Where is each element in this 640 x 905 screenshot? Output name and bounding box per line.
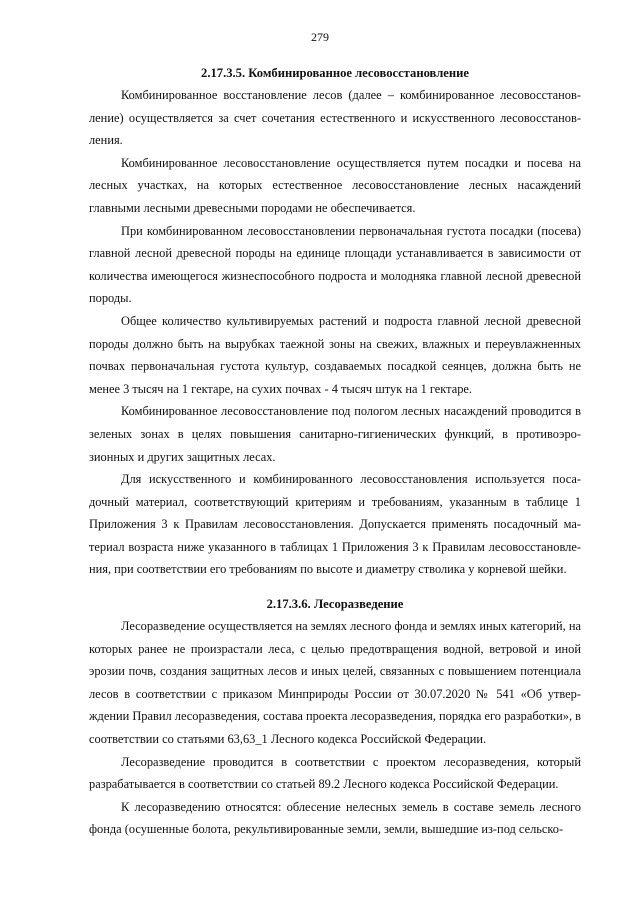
paragraph: Для искусственного и комбинированного лесовосстановления используется посадочный материал, соответствующий критериям и требованиям, указанным в таблице 1 Приложения 3 к Правилам лесовосстановления. Допускается применять посадочный материал возраста ниже указанного в таблицах 1 Приложения 3 к Правилам лесовосстановления, при соответствии его требованиям по высоте и диаметру стволика у корневой шейки. bbox=[89, 472, 581, 577]
section-combined-reforestation bbox=[89, 62, 581, 581]
paragraph: Общее количество культивируемых растений и подроста главной лесной древесной породы должно быть на вырубках таежной зоны на свежих, влажных и переувлажненных почвах первоначальная густота культур, создаваемых посадкой сеянцев, должна быть не менее 3 тысяч на 1 гектаре, на сухих почвах - 4 тысяч штук на 1 гектаре. bbox=[89, 313, 581, 396]
section-heading: 2.17.3.6. Лесоразведение bbox=[266, 597, 404, 612]
paragraph: Комбинированное лесовосстановление под пологом лесных насаждений проводится в зеленых зонах в целях повышения санитарно-гигиенических функций, в противоэрозионных и других защитных лесах. bbox=[89, 404, 581, 464]
paragraph: При комбинированном лесовосстановлении первоначальная густота посадки (посева) главной лесной древесной породы на единице площади устанавливается в зависимости от количества имеющегося жизнеспособного подроста и молодняка главной лесной древесной породы. bbox=[89, 223, 581, 306]
paragraph: Лесоразведение осуществляется на землях лесного фонда и землях иных категорий, на которых ранее не произрастали леса, с целью предотвращения водной, ветровой и иной эрозии почв, создания защитных лесов и иных целей, связанных с повышением потенциала лесов в соответствии с приказом Минприроды России от 30.07.2020 № 541 «Об утверждении Правил лесоразведения, состава проекта лесоразведения, порядка его разработки», в соответствии со статьями 63,63_1 Лесного кодекса Российской Федерации. bbox=[89, 619, 581, 747]
section-heading: 2.17.3.5. Комбинированное лесовосстановление bbox=[201, 66, 469, 80]
paragraph: Лесоразведение проводится в соответствии с проектом лесоразведения, который разрабатывается в соответствии со статьей 89.2 Лесного кодекса Российской Федерации. bbox=[89, 754, 581, 792]
paragraph: К лесоразведению относятся: облесение нелесных земель в составе земель лесного фонда (осушенные болота, рекультивированные земли, земли, вышедшие из-под сельско- bbox=[89, 799, 581, 837]
page-number: 279 bbox=[311, 30, 329, 44]
section-afforestation bbox=[89, 593, 581, 841]
paragraph: Комбинированное восстановление лесов (далее – комбинированное лесовосстановление) осуществляется за счет сочетания естественного и искусственного лесовосстановления. bbox=[89, 88, 581, 148]
paragraph: Комбинированное лесовосстановление осуществляется путем посадки и посева на лесных участках, на которых естественное лесовосстановление лесных насаждений главными лесными древесными породами не обеспечивается. bbox=[89, 155, 581, 215]
document-body bbox=[89, 62, 581, 841]
